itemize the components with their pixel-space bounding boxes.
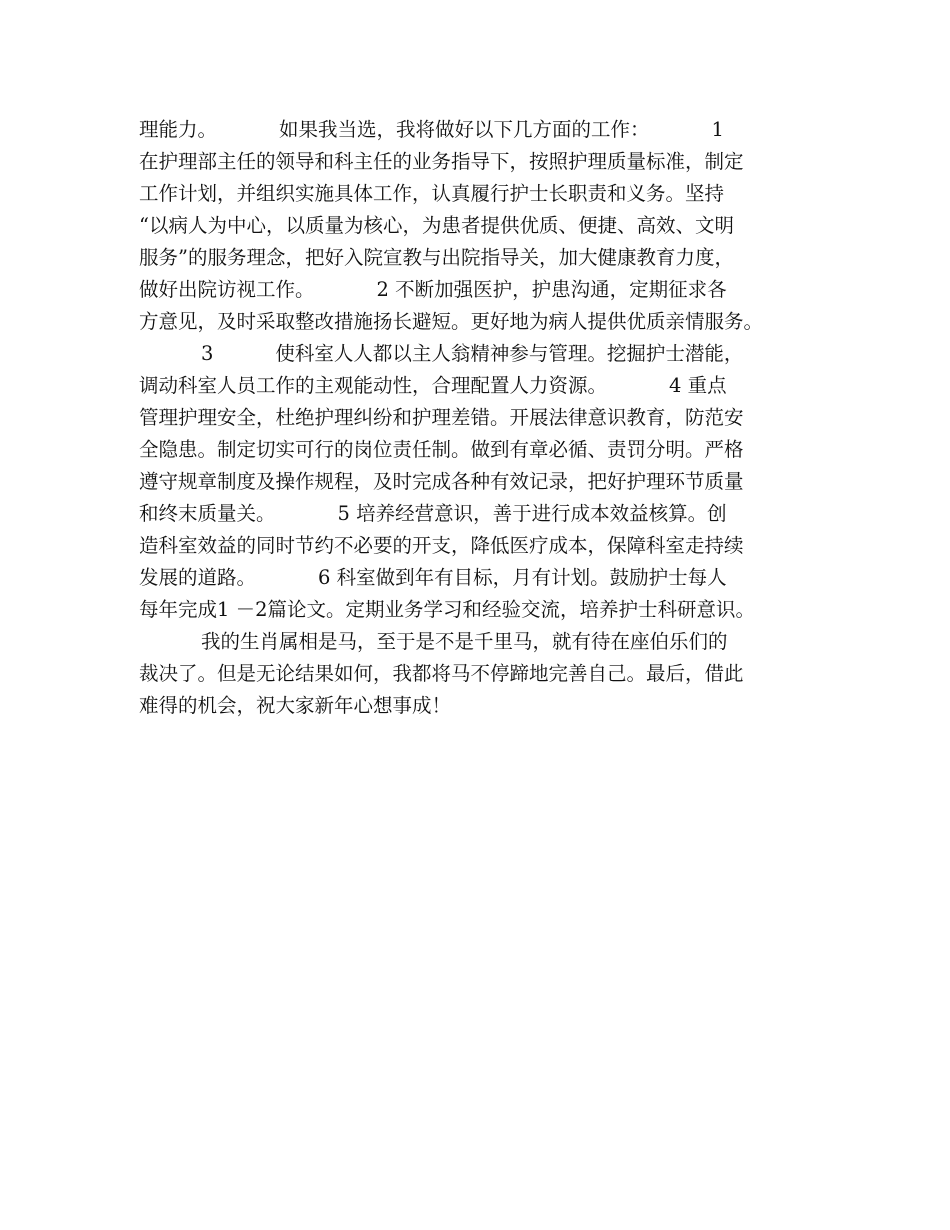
text-line: “以病人为中心，以质量为核心，为患者提供优质、便捷、高效、文明 [139,214,734,237]
text-line: 造科室效益的同时节约不必要的开支，降低医疗成本，保障科室走持续 [139,534,744,557]
text-line: 方意见，及时采取整改措施扬长避短。更好地为病人提供优质亲情服务。 [139,310,764,333]
text-line: 调动科室人员工作的主观能动性，合理配置人力资源。 4 重点 [139,374,727,397]
text-line: 在护理部主任的领导和科主任的业务指导下，按照护理质量标准，制定 [139,150,744,173]
text-line: 服务”的服务理念，把好入院宣教与出院指导关，加大健康教育力度， [139,246,734,269]
document-body [139,114,839,722]
text-line: 和终末质量关。 5 培养经营意识，善于进行成本效益核算。创 [139,502,727,525]
text-line: 每年完成1 －2篇论文。定期业务学习和经验交流，培养护士科研意识。 [139,598,756,621]
text-line: 做好出院访视工作。 2 不断加强医护，护患沟通，定期征求各 [139,278,727,301]
text-line: 3 使科室人人都以主人翁精神参与管理。挖掘护士潜能， [139,342,744,365]
text-line: 全隐患。制定切实可行的岗位责任制。做到有章必循、责罚分明。严格 [139,438,744,461]
text-line: 裁决了。但是无论结果如何，我都将马不停蹄地完善自己。最后，借此 [139,662,744,685]
text-line: 管理护理安全，杜绝护理纠纷和护理差错。开展法律意识教育，防范安 [139,406,744,429]
text-line: 遵守规章制度及操作规程，及时完成各种有效记录，把好护理环节质量 [139,470,744,493]
text-line: 理能力。 如果我当选，我将做好以下几方面的工作： 1 [139,118,724,141]
text-line: 发展的道路。 6 科室做到年有目标，月有计划。鼓励护士每人 [139,566,727,589]
text-line: 难得的机会，祝大家新年心想事成！ [139,694,452,717]
text-line: 工作计划，并组织实施具体工作，认真履行护士长职责和义务。坚持 [139,182,725,205]
text-line: 我的生肖属相是马，至于是不是千里马，就有待在座伯乐们的 [139,630,728,653]
